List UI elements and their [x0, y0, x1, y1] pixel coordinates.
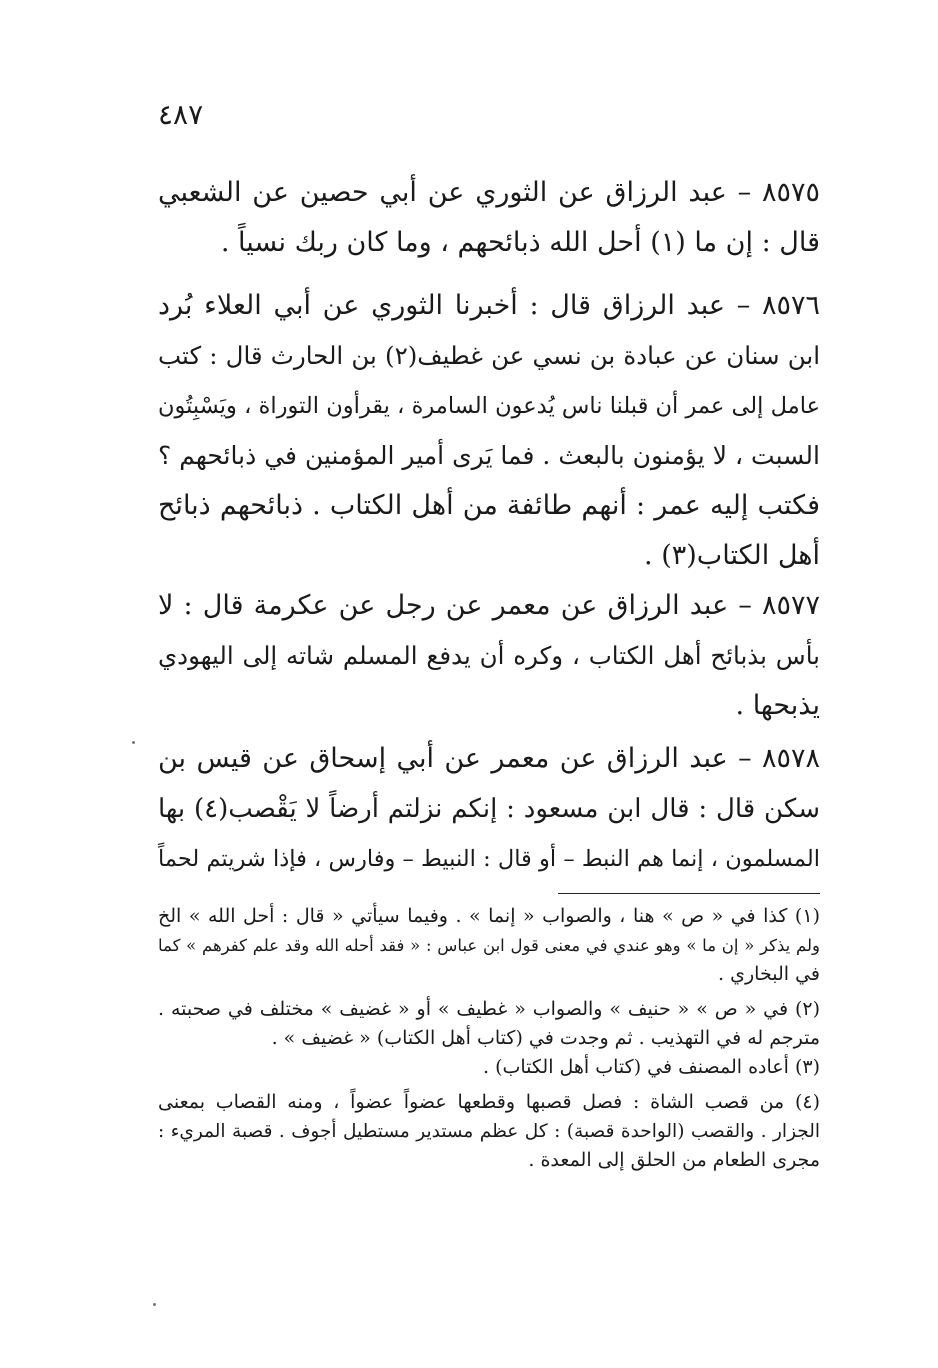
hadith-entry-8575: [158, 168, 820, 268]
footnote-line: (١) كذا في « ص » هنا ، والصواب « إنما » . وفيما سيأتي « قال : أحل الله » الخ: [158, 905, 820, 927]
scan-speck: [132, 741, 135, 744]
text-line: ٨٥٧٦ – عبد الرزاق قال : أخبرنا الثوري عن أبي العلاء بُرد: [158, 290, 820, 321]
page-number: ٤٨٧: [158, 98, 204, 131]
text-line: المسلمون ، إنما هم النبط – أو قال : النبيط – وفارس ، فإذا شريتم لحماً: [158, 846, 820, 872]
footnote-line: مجرى الطعام من الحلق إلى المعدة .: [528, 1149, 820, 1171]
footnote-line: (٤) من قصب الشاة : فصل قصبها وقطعها عضواً عضواً ، ومنه القصاب بمعنى: [158, 1091, 820, 1113]
hadith-entry-8576: [158, 281, 820, 581]
text-line: ٨٥٧٧ – عبد الرزاق عن معمر عن رجل عن عكرمة قال : لا: [158, 590, 820, 621]
footnote-separator: [558, 893, 820, 894]
text-line: سكن قال : قال ابن مسعود : إنكم نزلتم أرضاً لا يَقْصب(٤) بها: [158, 794, 820, 824]
footnote-line: ولم يذكر « إن ما » وهو عندي في معنى قول ابن عباس : « فقد أحله الله وقد علم كفرهم » كما: [158, 936, 820, 955]
text-line: ٨٥٧٨ – عبد الرزاق عن معمر عن أبي إسحاق عن قيس بن: [158, 743, 820, 774]
hadith-entry-8578: [158, 734, 820, 884]
text-line: يذبحها .: [735, 690, 820, 721]
scan-speck: [153, 1303, 156, 1306]
footnotes: [158, 902, 820, 1175]
text-line: فكتب إليه عمر : أنهم طائفة من أهل الكتاب . ذبائحهم ذبائح: [158, 490, 820, 521]
hadith-entry-8577: [158, 581, 820, 731]
text-line: بأس بذبائح أهل الكتاب ، وكره أن يدفع المسلم شاته إلى اليهودي: [158, 641, 820, 670]
text-line: عامل إلى عمر أن قبلنا ناس يُدعون السامرة ، يقرأون التوراة ، ويَسْبِتُون: [158, 393, 820, 419]
footnote-line: الجزار . والقصب (الواحدة قصبة) : كل عظم مستدير مستطيل أجوف . قصبة المريء :: [158, 1121, 820, 1142]
footnote-line: (٣) أعاده المصنف في (كتاب أهل الكتاب) .: [483, 1056, 820, 1078]
text-line: أهل الكتاب(٣) .: [644, 540, 820, 571]
text-line: السبت ، لا يؤمنون بالبعث . فما يَرى أمير المؤمنين في ذبائحهم ؟: [158, 441, 820, 470]
text-line: ٨٥٧٥ – عبد الرزاق عن الثوري عن أبي حصين عن الشعبي: [158, 177, 820, 208]
text-line: ابن سنان عن عبادة بن نسي عن غطيف(٢) بن الحارث قال : كتب: [158, 341, 821, 370]
footnote-line: (٢) في « ص » « حنيف » والصواب « غطيف » أو « غضيف » مختلف في صحبته .: [158, 998, 820, 1020]
text-line: قال : إن ما (١) أحل الله ذبائحهم ، وما كان ربك نسياً .: [220, 227, 820, 258]
footnote-line: مترجم له في التهذيب . ثم وجدت في (كتاب أهل الكتاب) « غضيف » .: [271, 1027, 820, 1049]
footnote-line: في البخاري .: [718, 963, 820, 985]
